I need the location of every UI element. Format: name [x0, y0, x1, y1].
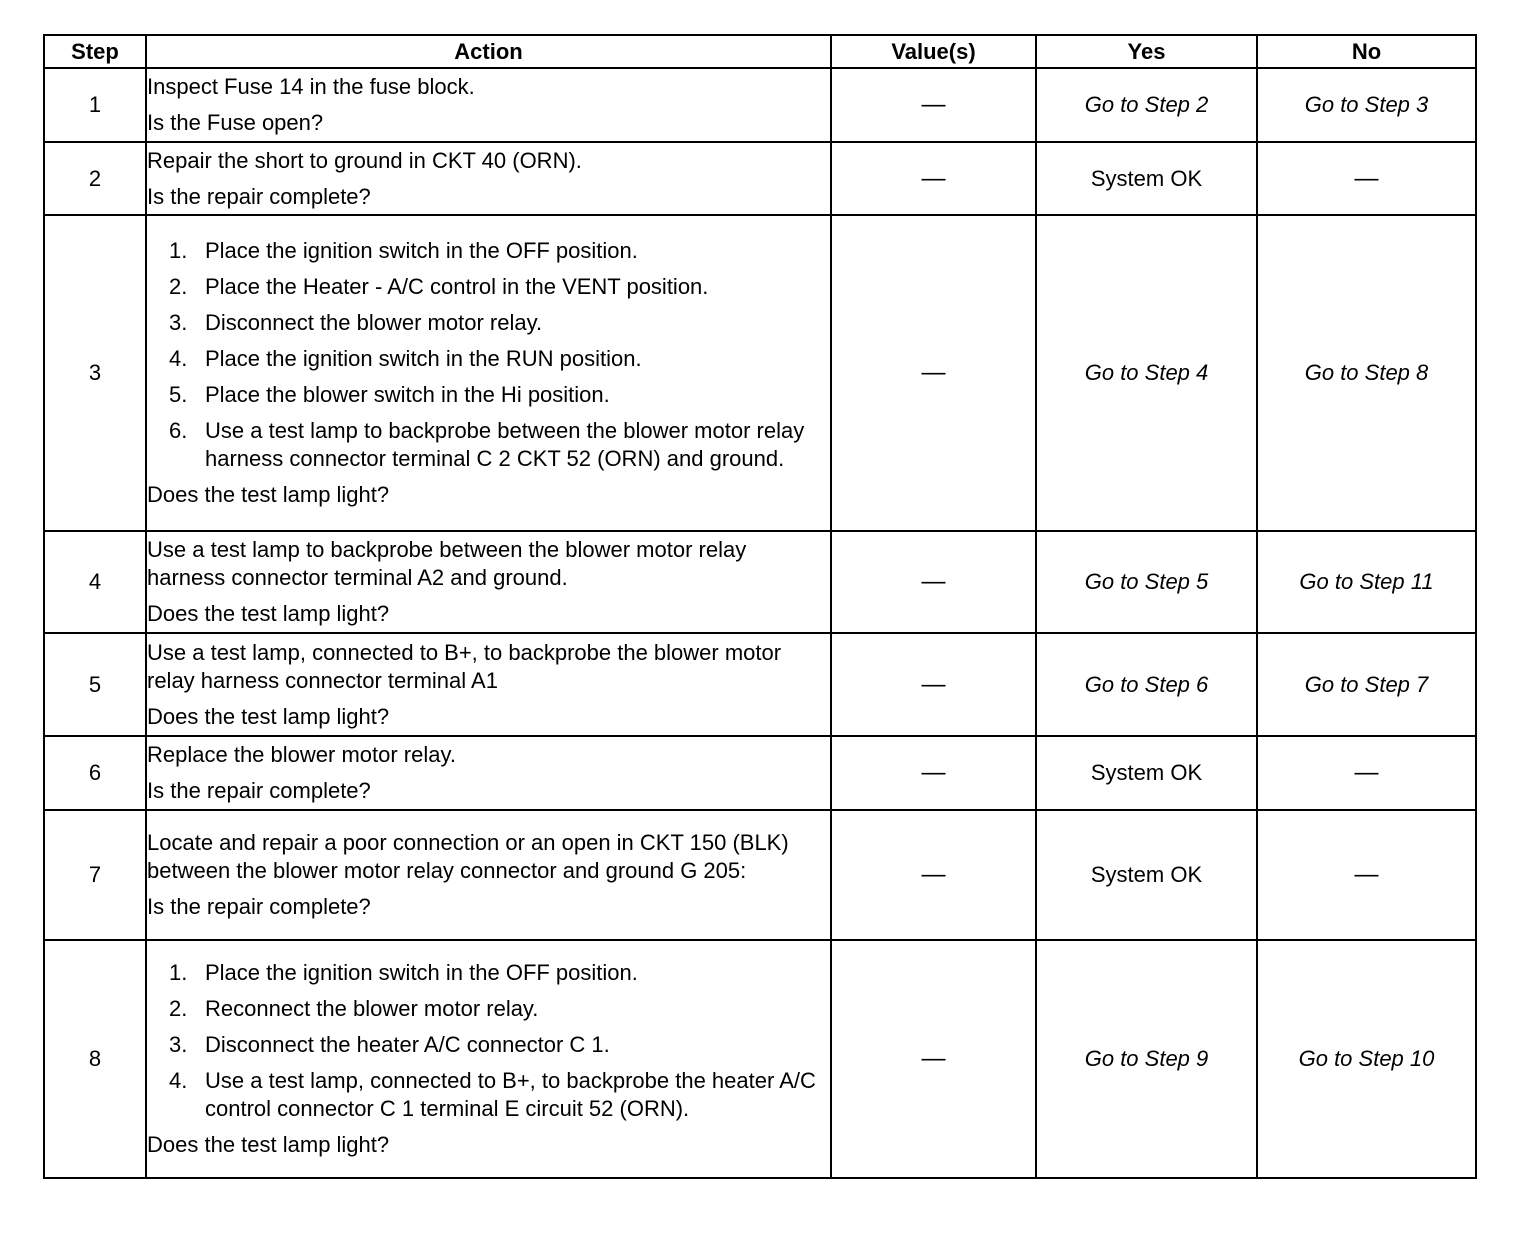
action-question: Does the test lamp light? [147, 703, 390, 729]
list-item-text: Place the ignition switch in the OFF position. [205, 238, 638, 263]
list-item-number: 1. [169, 238, 188, 263]
list-item [147, 1067, 830, 1123]
value-cell: — [831, 215, 1036, 531]
table-row [44, 215, 1476, 531]
header-row [44, 35, 1476, 68]
action-text: Locate and repair a poor connection or an open in CKT 150 (BLK) between the blower motor relay connector and ground G 205: [147, 830, 789, 883]
header-step: Step [44, 35, 146, 68]
list-item [147, 237, 830, 265]
no-result: Go to Step 7 [1257, 633, 1476, 736]
table-row [44, 142, 1476, 215]
action-question: Does the test lamp light? [147, 482, 390, 507]
action-cell [146, 215, 831, 531]
table-row [44, 736, 1476, 810]
no-result: Go to Step 10 [1257, 940, 1476, 1178]
table-row [44, 68, 1476, 142]
step-number: 7 [44, 810, 146, 940]
value-cell: — [831, 940, 1036, 1178]
header-action: Action [146, 35, 831, 68]
procedure-list [147, 237, 830, 473]
yes-result: Go to Step 5 [1036, 531, 1257, 633]
action-text: Inspect Fuse 14 in the fuse block. [147, 74, 475, 99]
action-question: Is the Fuse open? [147, 110, 324, 135]
list-item-text: Disconnect the blower motor relay. [205, 310, 543, 335]
no-result: — [1257, 736, 1476, 810]
yes-result: Go to Step 2 [1036, 68, 1257, 142]
value-cell: — [831, 531, 1036, 633]
list-item-number: 3. [169, 310, 188, 335]
list-item-text: Use a test lamp to backprobe between the blower motor relay harness connector terminal C 2 CKT 52 (ORN) and ground. [205, 418, 805, 471]
yes-result: System OK [1036, 810, 1257, 940]
list-item-text: Disconnect the heater A/C connector C 1. [205, 1032, 610, 1057]
no-result: Go to Step 11 [1257, 531, 1476, 633]
action-text: Use a test lamp to backprobe between the blower motor relay harness connector terminal A2 and ground. [147, 537, 747, 590]
diagnostic-table [43, 34, 1477, 1179]
list-item-text: Place the ignition switch in the OFF position. [205, 960, 638, 985]
step-number: 3 [44, 215, 146, 531]
list-item-number: 1. [169, 960, 188, 985]
list-item-number: 2. [169, 274, 188, 299]
step-number: 1 [44, 68, 146, 142]
no-result: Go to Step 8 [1257, 215, 1476, 531]
list-item-number: 6. [169, 418, 188, 443]
value-cell: — [831, 633, 1036, 736]
yes-result: Go to Step 4 [1036, 215, 1257, 531]
value-cell: — [831, 810, 1036, 940]
table-body [44, 68, 1476, 1178]
table-row [44, 940, 1476, 1178]
table-row [44, 531, 1476, 633]
action-cell [146, 633, 831, 736]
table-row [44, 810, 1476, 940]
header-values: Value(s) [831, 35, 1036, 68]
list-item-text: Place the ignition switch in the RUN position. [205, 346, 642, 371]
action-cell [146, 68, 831, 142]
header-yes: Yes [1036, 35, 1257, 68]
action-text: Repair the short to ground in CKT 40 (ORN). [147, 147, 582, 173]
action-question: Is the repair complete? [147, 778, 371, 803]
procedure-list [147, 959, 830, 1123]
step-number: 2 [44, 142, 146, 215]
list-item [147, 995, 830, 1023]
list-item [147, 959, 830, 987]
action-text: Replace the blower motor relay. [147, 742, 456, 767]
list-item [147, 273, 830, 301]
step-number: 4 [44, 531, 146, 633]
action-cell [146, 810, 831, 940]
list-item-number: 5. [169, 382, 188, 407]
step-number: 6 [44, 736, 146, 810]
action-question: Does the test lamp light? [147, 1132, 390, 1157]
list-item [147, 381, 830, 409]
list-item-text: Place the blower switch in the Hi position. [205, 382, 610, 407]
action-cell [146, 142, 831, 215]
list-item [147, 417, 830, 473]
action-cell [146, 531, 831, 633]
header-no: No [1257, 35, 1476, 68]
yes-result: System OK [1036, 736, 1257, 810]
no-result: Go to Step 3 [1257, 68, 1476, 142]
action-cell [146, 736, 831, 810]
action-cell [146, 940, 831, 1178]
value-cell: — [831, 142, 1036, 215]
list-item-number: 4. [169, 346, 188, 371]
no-result: — [1257, 810, 1476, 940]
list-item-number: 2. [169, 996, 188, 1021]
yes-result: System OK [1036, 142, 1257, 215]
yes-result: Go to Step 9 [1036, 940, 1257, 1178]
step-number: 8 [44, 940, 146, 1178]
step-number: 5 [44, 633, 146, 736]
table-row [44, 633, 1476, 736]
value-cell: — [831, 68, 1036, 142]
list-item-text: Place the Heater - A/C control in the VENT position. [205, 274, 709, 299]
list-item [147, 309, 830, 337]
list-item [147, 1031, 830, 1059]
action-question: Is the repair complete? [147, 183, 371, 209]
action-question: Does the test lamp light? [147, 601, 390, 626]
value-cell: — [831, 736, 1036, 810]
list-item-number: 3. [169, 1032, 188, 1057]
list-item-text: Reconnect the blower motor relay. [205, 996, 539, 1021]
list-item-text: Use a test lamp, connected to B+, to backprobe the heater A/C control connector C 1 terminal E circuit 52 (ORN). [205, 1068, 816, 1121]
list-item-number: 4. [169, 1068, 188, 1093]
no-result: — [1257, 142, 1476, 215]
action-question: Is the repair complete? [147, 894, 371, 919]
yes-result: Go to Step 6 [1036, 633, 1257, 736]
list-item [147, 345, 830, 373]
action-text: Use a test lamp, connected to B+, to backprobe the blower motor relay harness connector terminal A1 [147, 639, 782, 693]
